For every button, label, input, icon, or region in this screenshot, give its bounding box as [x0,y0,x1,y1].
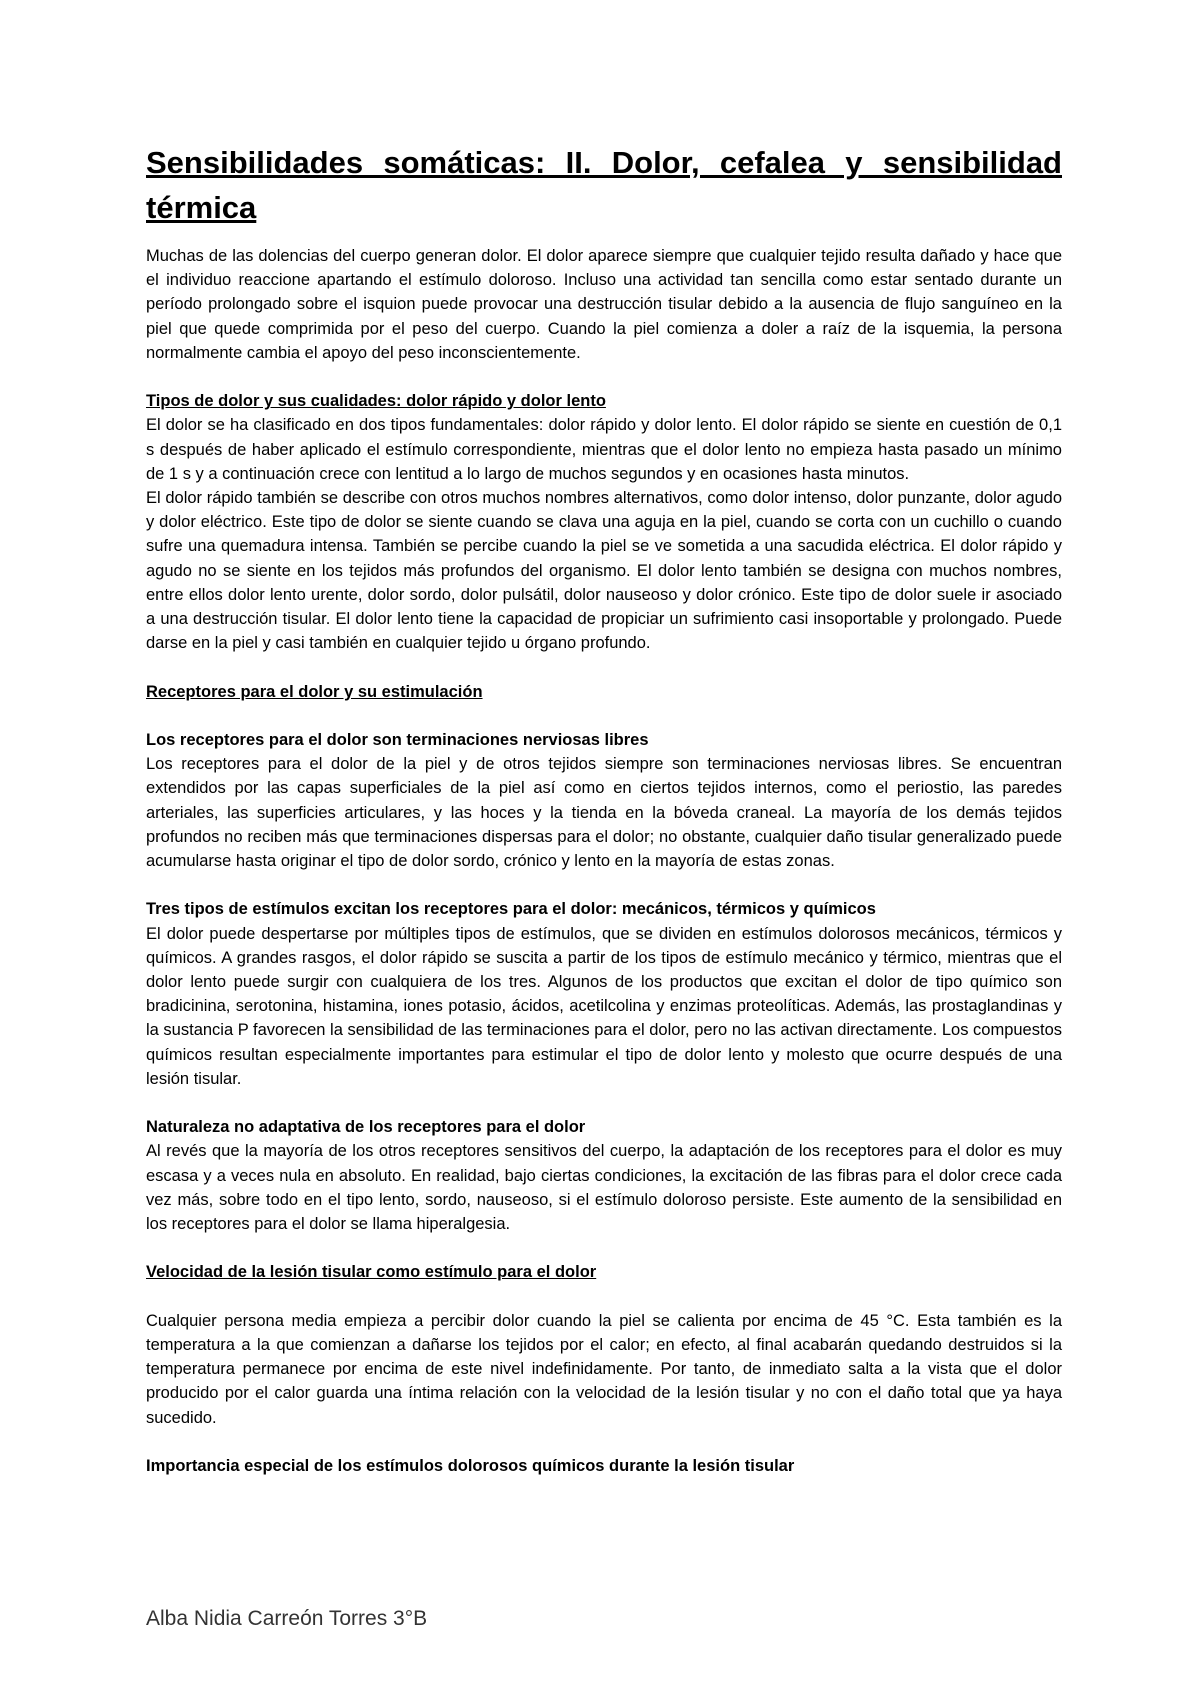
subheading-no-adaptativa: Naturaleza no adaptativa de los receptores para el dolor [146,1118,586,1137]
spacer [146,1236,1062,1260]
no-adaptativa-paragraph: Al revés que la mayoría de los otros receptores sensitivos del cuerpo, la adaptación de los receptores para el dolor es muy escasa y a veces nula en absoluto. En realidad, bajo ciertas condiciones, la excitación de las fibras para el dolor crece cada vez más, sobre todo en el tipo lento, sordo, nauseoso, si el estímulo doloroso persiste. Este aumento de la sensibilidad en los receptores para el dolor se llama hiperalgesia. [146,1142,1062,1234]
spacer [146,704,1062,728]
subheading-estimulos: Tres tipos de estímulos excitan los receptores para el dolor: mecánicos, térmicos y químicos [146,900,876,919]
spacer [146,655,1062,679]
intro-paragraph: Muchas de las dolencias del cuerpo generan dolor. El dolor aparece siempre que cualquier tejido resulta dañado y hace que el individuo reaccione apartando el estímulo doloroso. Incluso una actividad tan sencilla como estar sentado durante un período prolongado sobre el isquion puede provocar una destrucción tisular debido a la ausencia de flujo sanguíneo en la piel que quede comprimida por el peso del cuerpo. Cuando la piel comienza a doler a raíz de la isquemia, la persona normalmente cambia el apoyo del peso inconscientemente. [146,247,1062,362]
spacer [146,365,1062,389]
document-title: Sensibilidades somáticas: II. Dolor, cefalea y sensibilidad térmica [146,145,1062,225]
subheading-terminaciones: Los receptores para el dolor son terminaciones nerviosas libres [146,731,649,750]
estimulos-paragraph: El dolor puede despertarse por múltiples tipos de estímulos, que se dividen en estímulos dolorosos mecánicos, térmicos y químicos. A grandes rasgos, el dolor rápido se suscita a partir de los tipos de estímulo mecánico y térmico, mientras que el dolor lento puede surgir con cualquiera de los tres. Algunos de los productos que excitan el dolor de tipo químico son bradicinina, serotonina, histamina, iones potasio, ácidos, acetilcolina y enzimas proteolíticas. Además, las prostaglandinas y la sustancia P favorecen la sensibilidad de las terminaciones para el dolor, pero no las activan directamente. Los compuestos químicos resultan especialmente importantes para estimular el tipo de dolor lento y molesto que ocurre después de una lesión tisular. [146,924,1062,1088]
section-heading-tipos: Tipos de dolor y sus cualidades: dolor rápido y dolor lento [146,392,606,411]
velocidad-paragraph: Cualquier persona media empieza a percibir dolor cuando la piel se calienta por encima de 45 °C. Esta también es la temperatura a la que comienzan a dañarse los tejidos por el calor; en efecto, al final acabarán quedando destruidos si la temperatura permanece por encima de este nivel indefinidamente. Por tanto, de inmediato salta a la vista que el dolor producido por el calor guarda una íntima relación con la velocidad de la lesión tisular y no con el daño total que ya haya sucedido. [146,1311,1062,1427]
spacer [146,873,1062,897]
subheading-quimicos: Importancia especial de los estímulos dolorosos químicos durante la lesión tisular [146,1457,795,1476]
section-heading-receptores: Receptores para el dolor y su estimulación [146,682,483,701]
tipos-paragraph-1: El dolor se ha clasificado en dos tipos fundamentales: dolor rápido y dolor lento. El dolor rápido se siente en cuestión de 0,1 s después de haber aplicado el estímulo correspondiente, mientras que el dolor lento no empieza hasta pasado un mínimo de 1 s y a continuación crece con lentitud a lo largo de muchos segundos y en ocasiones hasta minutos. [146,416,1062,483]
tipos-paragraph-2: El dolor rápido también se describe con otros muchos nombres alternativos, como dolor intenso, dolor punzante, dolor agudo y dolor eléctrico. Este tipo de dolor se siente cuando se clava una aguja en la piel, cuando se corta con un cuchillo o cuando sufre una quemadura intensa. También se percibe cuando la piel se ve sometida a una sacudida eléctrica. El dolor rápido y agudo no se siente en los tejidos más profundos del organismo. El dolor lento también se designa con muchos nombres, entre ellos dolor lento urente, dolor sordo, dolor pulsátil, dolor nauseoso y dolor crónico. Este tipo de dolor suele ir asociado a una destrucción tisular. El dolor lento tiene la capacidad de propiciar un sufrimiento casi insoportable y prolongado. Puede darse en la piel y casi también en cualquier tejido u órgano profundo. [146,489,1062,653]
spacer [146,1285,1062,1309]
document-body [146,140,1062,1478]
terminaciones-paragraph: Los receptores para el dolor de la piel y de otros tejidos siempre son terminaciones nerviosas libres. Se encuentran extendidos por las capas superficiales de la piel así como en ciertos tejidos internos, como el periostio, las paredes arteriales, las superficies articulares, y las hoces y la tienda en la bóveda craneal. La mayoría de los demás tejidos profundos no reciben más que terminaciones dispersas para el dolor; no obstante, cualquier daño tisular generalizado puede acumularse hasta originar el tipo de dolor sordo, crónico y lento en la mayoría de estas zonas. [146,755,1062,871]
page-footer-author: Alba Nidia Carreón Torres 3°B [146,1607,428,1630]
section-heading-velocidad: Velocidad de la lesión tisular como estímulo para el dolor [146,1263,597,1282]
spacer [146,1091,1062,1115]
spacer [146,1430,1062,1454]
